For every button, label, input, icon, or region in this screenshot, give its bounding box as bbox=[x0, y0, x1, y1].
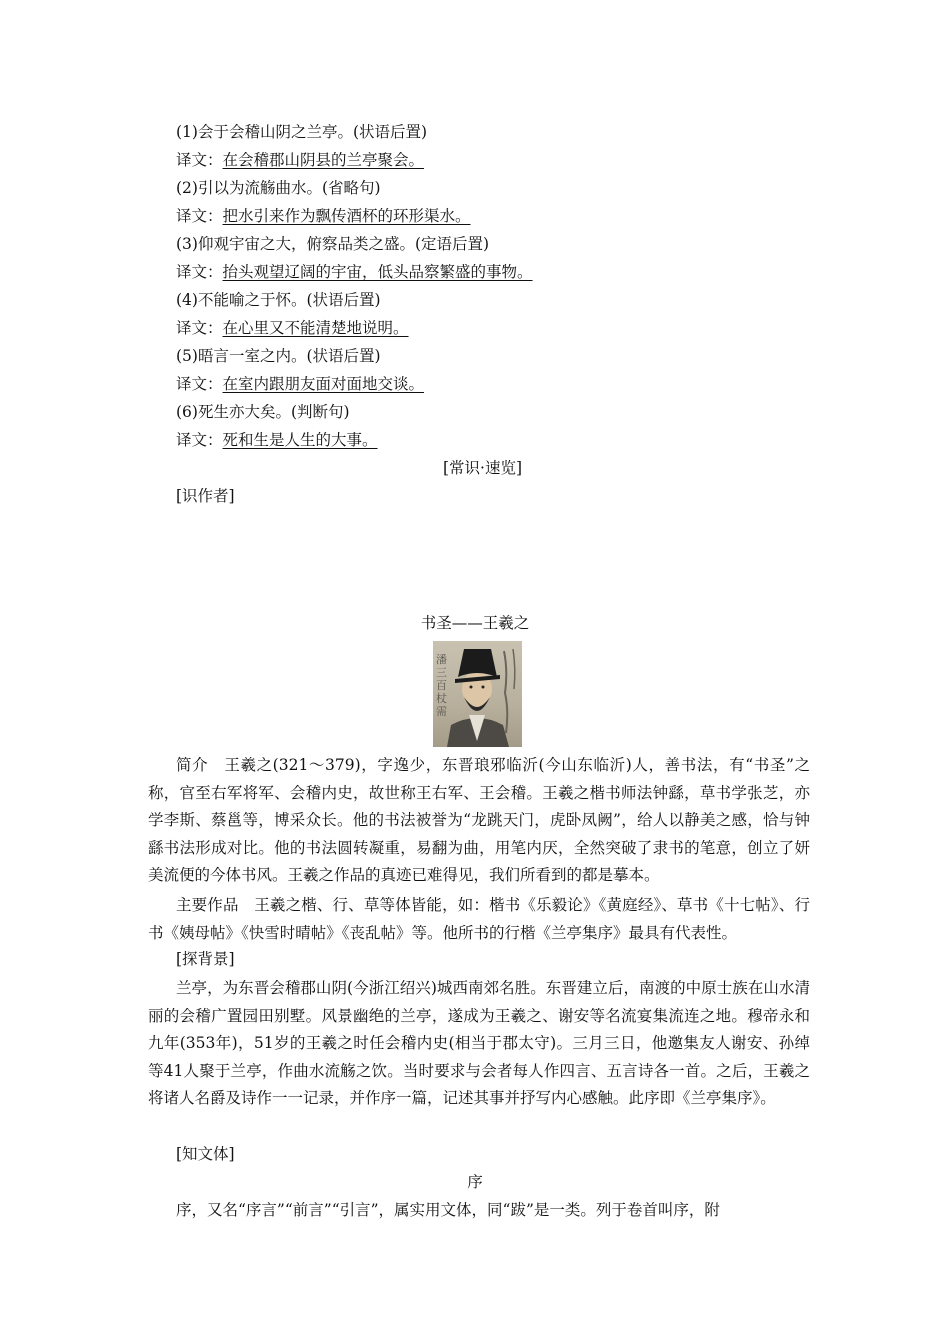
translation-line-6 bbox=[176, 430, 378, 450]
translation-answer: 在会稽郡山阴县的兰亭聚会。 bbox=[222, 151, 425, 169]
translation-label: 译文： bbox=[176, 263, 223, 281]
translation-answer: 抬头观望辽阔的宇宙，低头品察繁盛的事物。 bbox=[222, 263, 533, 281]
wang-xizhi-portrait bbox=[433, 641, 522, 747]
author-heading: [识作者] bbox=[176, 487, 235, 505]
translation-line-5 bbox=[176, 374, 424, 394]
translation-label: 译文： bbox=[176, 431, 223, 449]
portrait-calligraphy: 潘三百杖需 bbox=[436, 653, 447, 718]
translation-label: 译文： bbox=[176, 375, 223, 393]
genre-heading: [知文体] bbox=[176, 1145, 235, 1163]
author-intro: 简介 王羲之(321～379)，字逸少，东晋琅邪临沂(今山东临沂)人，善书法，有“书圣”之称，官至右军将军、会稽内史，故世称王右军、王会稽。王羲之楷书师法钟繇，草书学张芝，亦学李斯、蔡邕等，博采众长。他的书法被誉为“龙跳天门，虎卧凤阙”，给人以静美之感，恰与钟繇书法形成对比。他的书法圆转凝重，易翻为曲，用笔内厌，全然突破了隶书的笔意，创立了妍美流便的今体书风。王羲之作品的真迹已难得见，我们所看到的都是摹本。 bbox=[148, 756, 810, 885]
background-text: 兰亭，为东晋会稽郡山阴(今浙江绍兴)城西南郊名胜。东晋建立后，南渡的中原士族在山水清丽的会稽广置园田别墅。风景幽绝的兰亭，遂成为王羲之、谢安等名流宴集流连之地。穆帝永和九年(353年)，51岁的王羲之时任会稽内史(相当于郡太守)。三月三日，他邀集友人谢安、孙绰等41人聚于兰亭，作曲水流觞之饮。当时要求与会者每人作四言、五言诗各一首。之后，王羲之将诸人名爵及诗作一一记录，并作序一篇，记述其事并抒写内心感触。此序即《兰亭集序》。 bbox=[148, 979, 810, 1108]
translation-answer: 在室内跟朋友面对面地交谈。 bbox=[222, 375, 425, 393]
translation-line-2 bbox=[176, 206, 471, 226]
sentence-4: (4)不能喻之于怀。(状语后置) bbox=[176, 291, 381, 309]
translation-label: 译文： bbox=[176, 207, 223, 225]
translation-line-3 bbox=[176, 262, 533, 282]
translation-answer: 把水引来作为飘传酒杯的环形渠水。 bbox=[222, 207, 471, 225]
translation-label: 译文： bbox=[176, 319, 223, 337]
background-heading: [探背景] bbox=[176, 950, 235, 968]
sentence-2: (2)引以为流觞曲水。(省略句) bbox=[176, 179, 381, 197]
genre-text: 序，又名“序言”“前言”“引言”，属实用文体，同“跋”是一类。列于卷首叫序，附 bbox=[176, 1201, 720, 1219]
translation-label: 译文： bbox=[176, 151, 223, 169]
sentence-1: (1)会于会稽山阴之兰亭。(状语后置) bbox=[176, 123, 428, 141]
section-heading: [常识·速览] bbox=[443, 459, 523, 477]
translation-line-1 bbox=[176, 150, 424, 170]
sentence-3: (3)仰观宇宙之大，俯察品类之盛。(定语后置) bbox=[176, 235, 490, 253]
translation-answer: 在心里又不能清楚地说明。 bbox=[222, 319, 409, 337]
translation-line-4 bbox=[176, 318, 409, 338]
portrait-caption: 书圣——王羲之 bbox=[420, 614, 530, 632]
translation-answer: 死和生是人生的大事。 bbox=[222, 431, 378, 449]
sentence-5: (5)晤言一室之内。(状语后置) bbox=[176, 347, 381, 365]
sentence-6: (6)死生亦大矣。(判断句) bbox=[176, 403, 350, 421]
genre-title: 序 bbox=[467, 1173, 483, 1191]
author-works: 主要作品 王羲之楷、行、草等体皆能，如：楷书《乐毅论》《黄庭经》、草书《十七帖》、行书《姨母帖》《快雪时晴帖》《丧乱帖》等。他所书的行楷《兰亭集序》最具有代表性。 bbox=[148, 896, 810, 942]
